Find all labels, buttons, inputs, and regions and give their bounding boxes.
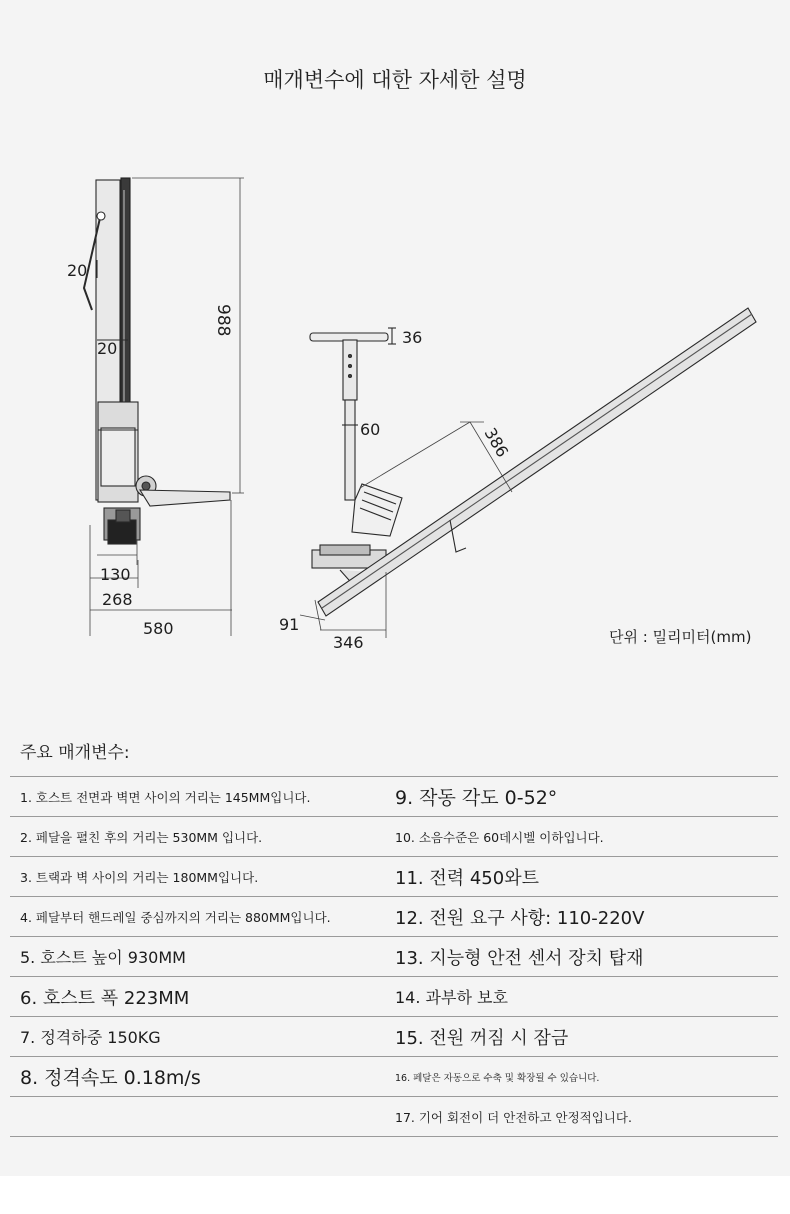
dim-label-top: 20 bbox=[67, 261, 88, 280]
dim-label-pedal-w: 346 bbox=[333, 633, 364, 652]
param-14: 14. 과부하 보호 bbox=[385, 977, 778, 1017]
page-title: 매개변수에 대한 자세한 설명 bbox=[263, 68, 527, 92]
table-row bbox=[10, 1017, 778, 1057]
bottom-band bbox=[0, 1176, 790, 1214]
table-row bbox=[10, 937, 778, 977]
param-8: 8. 정격속도 0.18m/s bbox=[10, 1057, 385, 1097]
dim-label-b: 268 bbox=[102, 590, 133, 609]
table-row bbox=[10, 777, 778, 817]
param-9: 9. 작동 각도 0-52° bbox=[385, 777, 778, 817]
params-table bbox=[10, 776, 778, 1137]
unit-note: 단위 : 밀리미터(mm) bbox=[609, 628, 752, 646]
table-row bbox=[10, 1097, 778, 1137]
table-row bbox=[10, 817, 778, 857]
dim-label-pedal-h: 91 bbox=[279, 615, 300, 634]
dim-label-c: 580 bbox=[143, 619, 174, 638]
table-row bbox=[10, 977, 778, 1017]
table-row bbox=[10, 857, 778, 897]
param-15: 15. 전원 꺼짐 시 잠금 bbox=[385, 1017, 778, 1057]
param-17: 17. 기어 회전이 더 안전하고 안정적입니다. bbox=[385, 1097, 778, 1137]
dim-label-handle: 36 bbox=[402, 328, 423, 347]
param-10: 10. 소음수준은 60데시벨 이하입니다. bbox=[385, 817, 778, 857]
dim-label-a: 130 bbox=[100, 565, 131, 584]
param-4: 4. 페달부터 핸드레일 중심까지의 거리는 880MM입니다. bbox=[10, 897, 385, 937]
dimension-drawing bbox=[0, 160, 790, 660]
param-3: 3. 트랙과 벽 사이의 거리는 180MM입니다. bbox=[10, 857, 385, 897]
params-heading: 주요 매개변수: bbox=[20, 743, 130, 763]
table-row bbox=[10, 1057, 778, 1097]
table-row bbox=[10, 897, 778, 937]
param-11: 11. 전력 450와트 bbox=[385, 857, 778, 897]
param-empty bbox=[10, 1097, 385, 1137]
param-2: 2. 페달을 펼친 후의 거리는 530MM 입니다. bbox=[10, 817, 385, 857]
param-13: 13. 지능형 안전 센서 장치 탑재 bbox=[385, 937, 778, 977]
param-7: 7. 정격하중 150KG bbox=[10, 1017, 385, 1057]
dim-label-track: 386 bbox=[480, 424, 513, 461]
param-12: 12. 전원 요구 사항: 110-220V bbox=[385, 897, 778, 937]
angled-view-diagram bbox=[300, 308, 756, 638]
dim-label-mid: 20 bbox=[97, 339, 118, 358]
param-6: 6. 호스트 폭 223MM bbox=[10, 977, 385, 1017]
dim-label-height: 988 bbox=[213, 304, 233, 337]
param-5: 5. 호스트 높이 930MM bbox=[10, 937, 385, 977]
param-16: 16. 페달은 자동으로 수축 및 확장될 수 있습니다. bbox=[385, 1057, 778, 1097]
dim-label-pole: 60 bbox=[360, 420, 381, 439]
param-1: 1. 호스트 전면과 벽면 사이의 거리는 145MM입니다. bbox=[10, 777, 385, 817]
